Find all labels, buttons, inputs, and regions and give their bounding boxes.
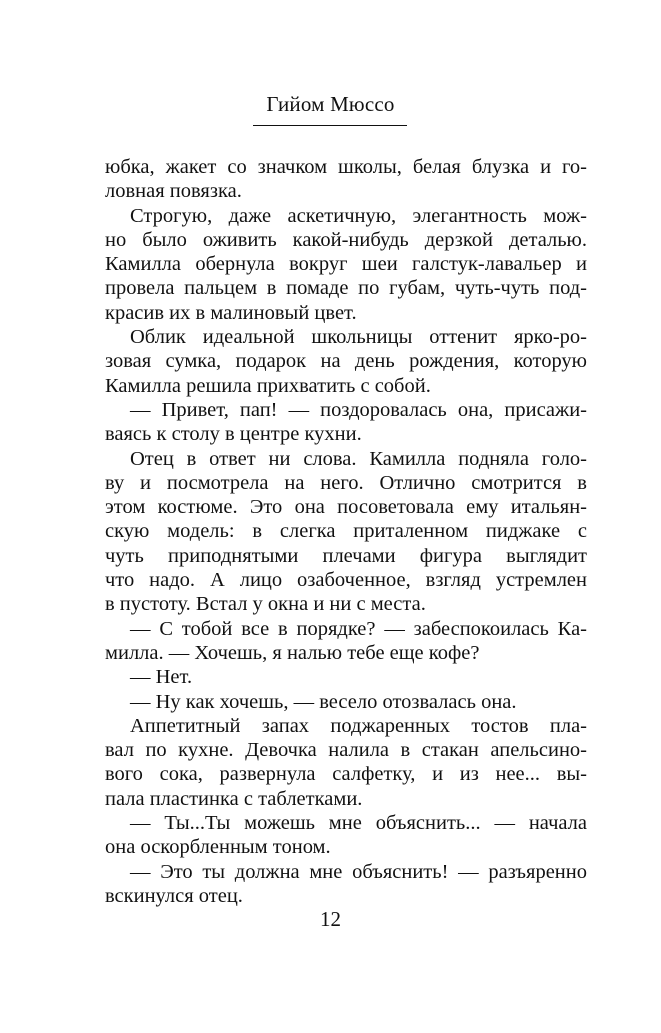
paragraph: [105, 398, 587, 447]
running-head: Гийом Мюссо: [266, 92, 395, 116]
running-head-rule: [253, 125, 407, 126]
paragraph: [105, 325, 587, 398]
paragraph: [105, 714, 587, 811]
paragraph: [105, 860, 587, 909]
text-line: провела пальцем в помаде по губам, чуть-чуть под-: [105, 277, 587, 300]
text-line: — Привет, пап! — поздоровалась она, присажи-: [130, 398, 587, 421]
text-line: милла. — Хочешь, я налью тебе еще кофе?: [105, 641, 480, 664]
paragraph: [105, 617, 587, 666]
text-line: — Ну как хочешь, — весело отозвалась она.: [130, 690, 517, 713]
text-line: вого сока, развернула салфетку, и из нее... вы-: [105, 763, 587, 786]
text-line: ву и посмотрела на него. Отлично смотрится в: [105, 471, 587, 494]
text-line: этом костюме. Это она посоветовала ему итальян-: [105, 496, 587, 519]
text-line: Отец в ответ ни слова. Камилла подняла голо-: [130, 447, 587, 470]
text-line: юбка, жакет со значком школы, белая блузка и го-: [105, 156, 587, 178]
paragraph: [105, 811, 587, 860]
body-text: [105, 155, 587, 908]
text-line: Камилла обернула вокруг шеи галстук-лавальер и: [105, 253, 587, 276]
text-line: пала пластинка с таблетками.: [105, 787, 363, 810]
text-line: Аппетитный запах поджаренных тостов пла-: [130, 714, 587, 737]
text-line: Облик идеальной школьницы оттенит ярко-ро-: [130, 326, 587, 349]
paragraph: [105, 204, 587, 325]
text-line: она оскорбленным тоном.: [105, 836, 331, 859]
text-line: ловная повязка.: [105, 180, 242, 203]
text-line: — Это ты должна мне объяснить! — разъяренно: [130, 860, 587, 883]
page-number: 12: [320, 907, 341, 931]
text-line: красив их в малиновый цвет.: [105, 301, 357, 324]
text-line: вскинулся отец.: [105, 884, 243, 907]
text-line: вал по кухне. Девочка налила в стакан апельсино-: [105, 739, 587, 762]
text-line: скую модель: в слегка приталенном пиджаке с: [105, 520, 587, 543]
text-line: — С тобой все в порядке? — забеспокоилась Ка-: [130, 617, 587, 640]
text-line: что надо. А лицо озабоченное, взгляд устремлен: [105, 569, 587, 592]
text-line: — Ты...Ты можешь мне объяснить... — начала: [130, 812, 587, 835]
paragraph: [105, 690, 587, 714]
text-line: зовая сумка, подарок на день рождения, которую: [105, 350, 587, 373]
text-line: но было оживить какой-нибудь дерзкой деталью.: [105, 228, 587, 251]
text-line: Строгую, даже аскетичную, элегантность мож-: [130, 204, 587, 227]
text-line: Камилла решила прихватить с собой.: [105, 374, 431, 397]
text-line: чуть приподнятыми плечами фигура выглядит: [105, 544, 587, 567]
text-line: ваясь к столу в центре кухни.: [105, 423, 362, 446]
paragraph: [105, 155, 587, 204]
text-line: — Нет.: [130, 666, 193, 689]
paragraph: [105, 665, 587, 689]
paragraph: [105, 447, 587, 617]
text-line: в пустоту. Встал у окна и ни с места.: [105, 593, 426, 616]
